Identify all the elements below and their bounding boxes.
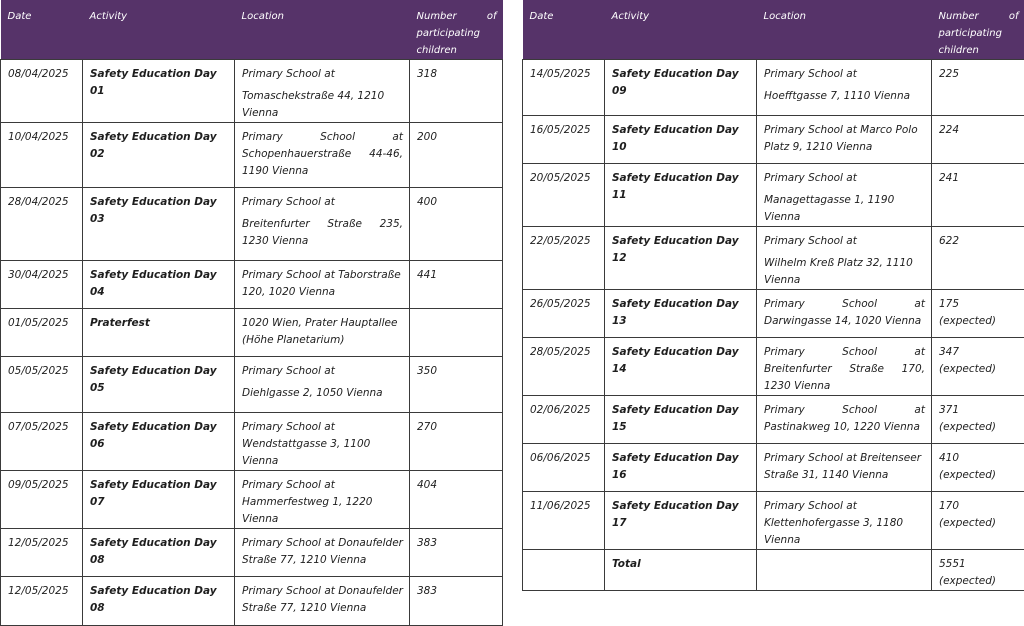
date-cell: 22/05/2025 bbox=[523, 227, 605, 290]
number-cell: 175 (expected) bbox=[932, 290, 1024, 338]
location-line: Diehlgasse 2, 1050 Vienna bbox=[242, 387, 383, 399]
table-row bbox=[1, 188, 503, 261]
number-cell: 371 (expected) bbox=[932, 396, 1024, 444]
table-row bbox=[1, 577, 503, 626]
activity-cell: Safety Education Day 14 bbox=[605, 338, 757, 396]
number-cell: 225 bbox=[932, 60, 1024, 116]
number-cell: 622 bbox=[932, 227, 1024, 290]
date-cell: 12/05/2025 bbox=[1, 529, 83, 577]
table-row bbox=[1, 357, 503, 413]
table-row bbox=[523, 492, 1024, 550]
location-line: Hoefftgasse 7, 1110 Vienna bbox=[764, 90, 910, 102]
location-cell: Primary School at Pastinakweg 10, 1220 Vienna bbox=[757, 396, 932, 444]
table-row bbox=[523, 227, 1024, 290]
number-cell: 350 bbox=[410, 357, 503, 413]
location-cell: Primary School at Breitenfurter Straße 170, 1230 Vienna bbox=[757, 338, 932, 396]
location-cell: Primary School at Breitenseer Straße 31, 1140 Vienna bbox=[757, 444, 932, 492]
location-line: Breitenfurter Straße 235, 1230 Vienna bbox=[242, 218, 403, 247]
location-cell: Primary School at Taborstraße 120, 1020 Vienna bbox=[235, 261, 410, 309]
location-cell: Primary School at Marco Polo Platz 9, 1210 Vienna bbox=[757, 116, 932, 164]
table-row bbox=[1, 123, 503, 188]
number-cell: 270 bbox=[410, 413, 503, 471]
location-cell: Primary School at Klettenhofergasse 3, 1180 Vienna bbox=[757, 492, 932, 550]
table-row bbox=[1, 261, 503, 309]
table-row bbox=[1, 413, 503, 471]
location-cell bbox=[757, 227, 932, 290]
date-cell: 05/05/2025 bbox=[1, 357, 83, 413]
header-number: Number of participating children bbox=[410, 0, 503, 60]
location-line: Tomaschekstraße 44, 1210 Vienna bbox=[242, 90, 384, 119]
number-cell: 170 (expected) bbox=[932, 492, 1024, 550]
location-cell: Primary School at Darwingasse 14, 1020 Vienna bbox=[757, 290, 932, 338]
table-row bbox=[1, 471, 503, 529]
location-cell: Primary School at Donaufelder Straße 77, 1210 Vienna bbox=[235, 577, 410, 626]
date-cell: 02/06/2025 bbox=[523, 396, 605, 444]
location-cell: 1020 Wien, Prater Hauptallee (Höhe Planetarium) bbox=[235, 309, 410, 357]
header-date: Date bbox=[523, 0, 605, 60]
table-row bbox=[523, 164, 1024, 227]
location-cell bbox=[235, 188, 410, 261]
header-row bbox=[523, 0, 1024, 60]
date-cell: 07/05/2025 bbox=[1, 413, 83, 471]
location-cell: Primary School at Donaufelder Straße 77, 1210 Vienna bbox=[235, 529, 410, 577]
number-cell bbox=[410, 309, 503, 357]
table-row bbox=[523, 290, 1024, 338]
date-cell: 26/05/2025 bbox=[523, 290, 605, 338]
date-cell: 20/05/2025 bbox=[523, 164, 605, 227]
date-cell: 01/05/2025 bbox=[1, 309, 83, 357]
activity-cell: Safety Education Day 04 bbox=[83, 261, 235, 309]
location-line: Primary School at bbox=[764, 68, 857, 80]
location-cell bbox=[757, 550, 932, 591]
location-cell bbox=[235, 357, 410, 413]
number-cell: 200 bbox=[410, 123, 503, 188]
date-cell: 28/04/2025 bbox=[1, 188, 83, 261]
activity-table-left bbox=[0, 0, 503, 626]
number-cell: 404 bbox=[410, 471, 503, 529]
header-number: Number of participating children bbox=[932, 0, 1024, 60]
table-row bbox=[523, 116, 1024, 164]
date-cell: 14/05/2025 bbox=[523, 60, 605, 116]
location-line: Primary School at bbox=[764, 172, 857, 184]
header-location: Location bbox=[235, 0, 410, 60]
number-cell: 347 (expected) bbox=[932, 338, 1024, 396]
table-row bbox=[523, 444, 1024, 492]
table-row bbox=[1, 529, 503, 577]
activity-cell: Safety Education Day 01 bbox=[83, 60, 235, 123]
table-row bbox=[1, 60, 503, 123]
location-cell bbox=[757, 164, 932, 227]
location-cell: Primary School at Wendstattgasse 3, 1100 Vienna bbox=[235, 413, 410, 471]
date-cell bbox=[523, 550, 605, 591]
date-cell: 09/05/2025 bbox=[1, 471, 83, 529]
activity-cell: Safety Education Day 11 bbox=[605, 164, 757, 227]
activity-table-right bbox=[522, 0, 1024, 591]
activity-cell: Safety Education Day 17 bbox=[605, 492, 757, 550]
location-line: Managettagasse 1, 1190 Vienna bbox=[764, 194, 894, 223]
table-row bbox=[523, 60, 1024, 116]
date-cell: 06/06/2025 bbox=[523, 444, 605, 492]
date-cell: 08/04/2025 bbox=[1, 60, 83, 123]
activity-cell: Safety Education Day 15 bbox=[605, 396, 757, 444]
location-cell bbox=[235, 60, 410, 123]
location-cell bbox=[757, 60, 932, 116]
location-line: Primary School at bbox=[242, 196, 335, 208]
location-line: Primary School at bbox=[242, 365, 335, 377]
location-line: Primary School at bbox=[764, 235, 857, 247]
location-cell: Primary School at Schopenhauerstraße 44-46, 1190 Vienna bbox=[235, 123, 410, 188]
activity-cell: Safety Education Day 16 bbox=[605, 444, 757, 492]
number-cell: 224 bbox=[932, 116, 1024, 164]
number-cell: 441 bbox=[410, 261, 503, 309]
number-cell: 241 bbox=[932, 164, 1024, 227]
header-row bbox=[1, 0, 503, 60]
location-cell: Primary School at Hammerfestweg 1, 1220 Vienna bbox=[235, 471, 410, 529]
table-row bbox=[523, 396, 1024, 444]
date-cell: 10/04/2025 bbox=[1, 123, 83, 188]
number-cell: 383 bbox=[410, 577, 503, 626]
activity-cell: Safety Education Day 08 bbox=[83, 529, 235, 577]
date-cell: 12/05/2025 bbox=[1, 577, 83, 626]
total-row bbox=[523, 550, 1024, 591]
number-cell: 410 (expected) bbox=[932, 444, 1024, 492]
activity-cell: Praterfest bbox=[83, 309, 235, 357]
location-line: Primary School at bbox=[242, 68, 335, 80]
header-date: Date bbox=[1, 0, 83, 60]
activity-cell: Safety Education Day 09 bbox=[605, 60, 757, 116]
total-number: 5551 (expected) bbox=[932, 550, 1024, 591]
activity-cell: Safety Education Day 03 bbox=[83, 188, 235, 261]
header-location: Location bbox=[757, 0, 932, 60]
location-line: Wilhelm Kreß Platz 32, 1110 Vienna bbox=[764, 257, 913, 286]
date-cell: 11/06/2025 bbox=[523, 492, 605, 550]
activity-cell: Safety Education Day 06 bbox=[83, 413, 235, 471]
header-activity: Activity bbox=[605, 0, 757, 60]
date-cell: 16/05/2025 bbox=[523, 116, 605, 164]
number-cell: 400 bbox=[410, 188, 503, 261]
activity-cell: Safety Education Day 10 bbox=[605, 116, 757, 164]
table-row bbox=[1, 309, 503, 357]
date-cell: 30/04/2025 bbox=[1, 261, 83, 309]
number-cell: 383 bbox=[410, 529, 503, 577]
activity-cell: Safety Education Day 05 bbox=[83, 357, 235, 413]
number-cell: 318 bbox=[410, 60, 503, 123]
table-row bbox=[523, 338, 1024, 396]
header-activity: Activity bbox=[83, 0, 235, 60]
date-cell: 28/05/2025 bbox=[523, 338, 605, 396]
activity-cell: Safety Education Day 02 bbox=[83, 123, 235, 188]
activity-cell: Safety Education Day 07 bbox=[83, 471, 235, 529]
activity-cell: Safety Education Day 13 bbox=[605, 290, 757, 338]
total-label: Total bbox=[605, 550, 757, 591]
activity-cell: Safety Education Day 12 bbox=[605, 227, 757, 290]
activity-cell: Safety Education Day 08 bbox=[83, 577, 235, 626]
